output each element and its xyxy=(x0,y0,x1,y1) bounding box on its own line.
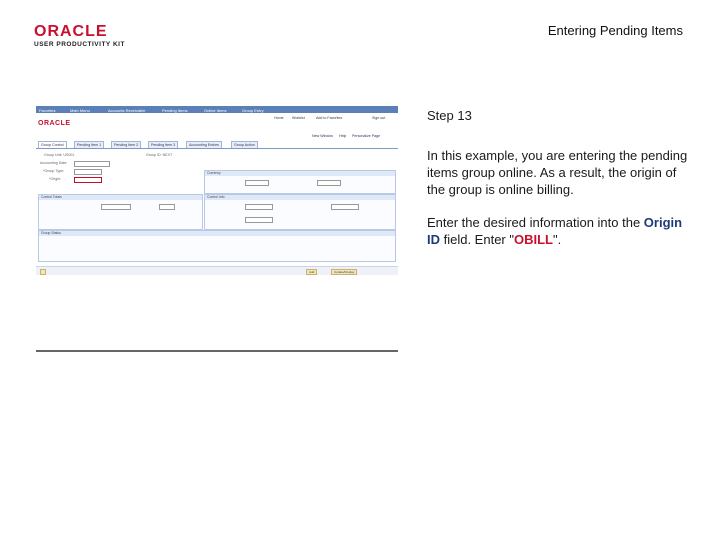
currency-input[interactable] xyxy=(245,180,269,186)
logo-brand: ORACLE xyxy=(34,23,108,40)
tab-pending-item-2[interactable]: Pending Item 2 xyxy=(111,141,141,148)
currency-section xyxy=(204,170,396,194)
group-type-input[interactable] xyxy=(74,169,102,175)
group-id-label: Group ID: NEXT xyxy=(146,153,173,157)
group-status-section xyxy=(38,230,396,262)
menu-item[interactable]: Accounts Receivable xyxy=(108,107,146,113)
aux-link[interactable]: Personalize Page xyxy=(352,134,381,138)
top-link[interactable]: Home xyxy=(274,116,284,120)
menu-item[interactable]: Favorites xyxy=(39,107,56,113)
screenshot-divider xyxy=(36,350,398,352)
group-status-header: Group Status xyxy=(39,231,395,236)
aux-link[interactable]: Help xyxy=(339,134,347,138)
menu-item[interactable]: Pending Items xyxy=(162,107,188,113)
tab-group-action[interactable]: Group Action xyxy=(231,141,258,148)
tab-accounting-entries[interactable]: Accounting Entries xyxy=(186,141,222,148)
top-link[interactable]: Add to Favorites xyxy=(316,116,343,120)
value-highlight: OBILL xyxy=(513,232,553,247)
top-link[interactable]: Sign out xyxy=(372,116,386,120)
instruction-mid: field. Enter " xyxy=(440,232,514,247)
update-display-button[interactable]: Update/Display xyxy=(331,269,357,275)
application-screenshot xyxy=(36,106,398,282)
page-footer-toolbar xyxy=(36,266,398,275)
origin-label: *Origin: xyxy=(49,177,61,181)
instruction-suffix: ". xyxy=(552,232,562,247)
control-count-input[interactable] xyxy=(159,204,175,210)
instruction-prefix: Enter the desired information into the xyxy=(427,215,644,230)
instruction-action xyxy=(427,214,697,248)
origin-id-input[interactable] xyxy=(74,177,102,183)
app-menu-bar xyxy=(36,106,398,113)
approved-input[interactable] xyxy=(245,217,273,223)
oracle-upk-logo xyxy=(34,24,124,48)
accounting-date-label: Accounting Date: xyxy=(40,161,68,165)
group-type-label: *Group Type: xyxy=(43,169,65,173)
field-name-highlight: Origin ID xyxy=(427,215,683,247)
top-link[interactable]: Worklist xyxy=(292,116,305,120)
accounting-date-input[interactable] xyxy=(74,161,110,167)
control-info-section xyxy=(204,194,396,230)
menu-item[interactable]: Online Items xyxy=(204,107,227,113)
rate-type-input[interactable] xyxy=(317,180,341,186)
entered-input[interactable] xyxy=(331,204,359,210)
tab-pending-item-1[interactable]: Pending Item 1 xyxy=(74,141,104,148)
aux-link[interactable]: New Window xyxy=(312,134,333,138)
received-input[interactable] xyxy=(245,204,273,210)
step-label: Step 13 xyxy=(427,108,472,123)
slide-title: Entering Pending Items xyxy=(547,23,683,38)
control-info-header: Control Info xyxy=(205,195,395,200)
app-logo: ORACLE xyxy=(38,120,71,127)
currency-header: Currency xyxy=(205,171,395,176)
tab-group-control[interactable]: Group Control xyxy=(38,141,67,148)
instruction-panel xyxy=(427,107,697,248)
logo-subtitle: USER PRODUCTIVITY KIT xyxy=(34,41,125,48)
group-unit-label: Group Unit: US001 xyxy=(44,153,75,157)
tab-pending-item-3[interactable]: Pending Item 3 xyxy=(148,141,178,148)
control-amount-input[interactable] xyxy=(101,204,131,210)
instruction-intro: In this example, you are entering the pending items group online. As a result, the origin of the group is online billing. xyxy=(427,148,688,197)
control-totals-header: Control Totals xyxy=(39,195,202,200)
control-totals-section xyxy=(38,194,203,230)
add-button[interactable]: Add xyxy=(306,269,317,275)
save-button[interactable] xyxy=(40,269,46,275)
menu-item[interactable]: Group Entry xyxy=(242,107,264,113)
page-tabs xyxy=(36,140,398,149)
menu-item[interactable]: Main Menu xyxy=(70,107,90,113)
